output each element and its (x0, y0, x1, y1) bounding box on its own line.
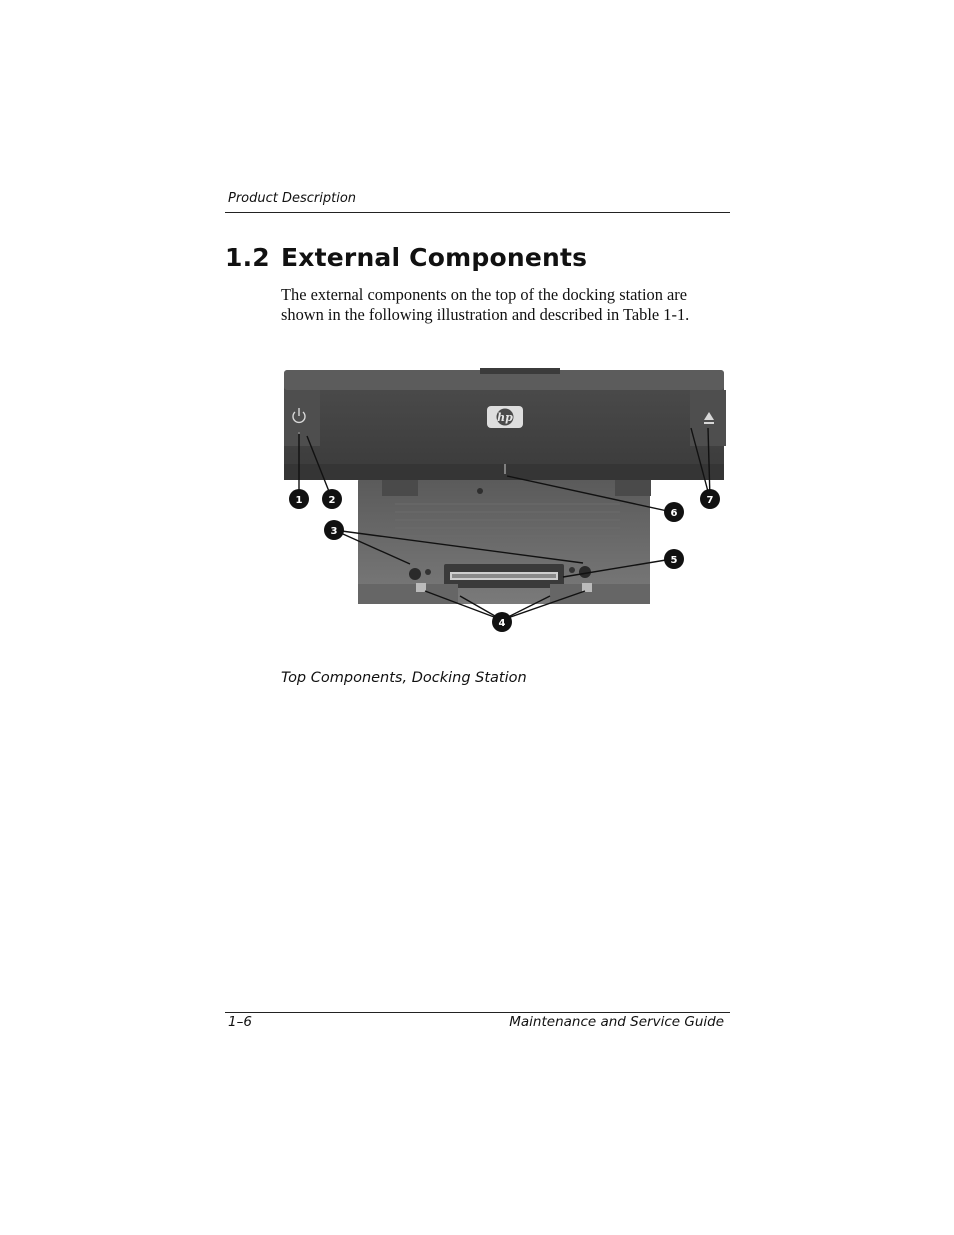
callout-2 (322, 489, 342, 509)
guide-post-left (409, 568, 421, 580)
svg-text:1: 1 (295, 495, 303, 506)
docking-station-illustration (280, 364, 730, 644)
callout-5 (664, 549, 684, 569)
callout-4 (492, 612, 512, 632)
svg-text:5: 5 (670, 555, 678, 566)
guide-title: Maintenance and Service Guide (509, 1014, 724, 1030)
section-title: External Components (281, 243, 588, 272)
release-latch-right (582, 583, 592, 592)
running-head: Product Description (228, 191, 357, 206)
footer-rule (225, 1012, 730, 1013)
svg-text:2: 2 (328, 495, 336, 506)
release-latch-left (416, 583, 426, 592)
hp-logo-text: hp (497, 411, 513, 424)
svg-text:4: 4 (498, 618, 506, 629)
callout-6 (664, 502, 684, 522)
header-rule (225, 212, 730, 213)
svg-text:3: 3 (330, 526, 338, 537)
svg-text:7: 7 (706, 495, 714, 506)
figure-caption: Top Components, Docking Station (281, 670, 527, 686)
section-heading (225, 243, 587, 272)
docking-base (358, 478, 651, 604)
section-number: 1.2 (225, 243, 270, 272)
callout-3 (324, 520, 344, 540)
body-paragraph: The external components on the top of the docking station are shown in the following illustration and described in Table 1-1. (281, 285, 690, 324)
page-number: 1–6 (228, 1014, 252, 1030)
callout-1 (289, 489, 309, 509)
svg-text:6: 6 (670, 508, 678, 519)
callout-7 (700, 489, 720, 509)
docking-top (284, 368, 726, 480)
